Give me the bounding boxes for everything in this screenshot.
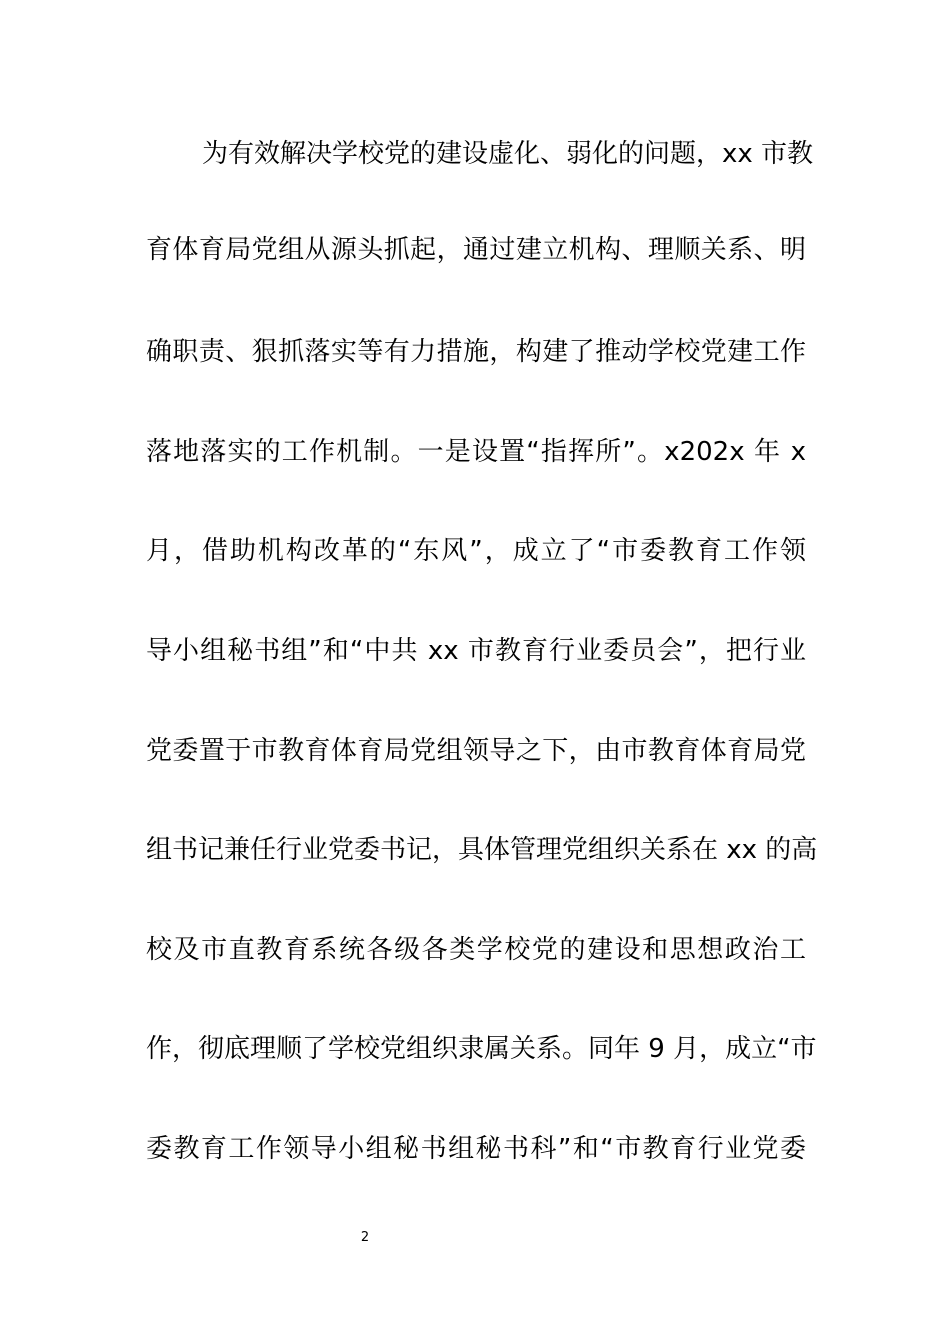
paragraph-line-10: 作，彻底理顺了学校党组织隶属关系。同年 9 月，成立“市: [146, 1034, 817, 1064]
paragraph-line-11: 委教育工作领导小组秘书组秘书科”和“市教育行业党委: [146, 1134, 806, 1164]
paragraph-line-9: 校及市直教育系统各级各类学校党的建设和思想政治工: [146, 935, 806, 965]
paragraph-line-4: 落地落实的工作机制。一是设置“指挥所”。x202x 年 x: [146, 437, 806, 467]
paragraph-line-6: 导小组秘书组”和“中共 xx 市教育行业委员会”，把行业: [146, 636, 806, 666]
paragraph-line-2: 育体育局党组从源头抓起，通过建立机构、理顺关系、明: [146, 235, 806, 265]
paragraph-line-3: 确职责、狠抓落实等有力措施，构建了推动学校党建工作: [146, 337, 806, 367]
paragraph-line-5: 月，借助机构改革的“东风”，成立了“市委教育工作领: [146, 536, 806, 566]
paragraph-line-8: 组书记兼任行业党委书记，具体管理党组织关系在 xx 的高: [146, 835, 818, 865]
page-number: 2: [360, 1230, 370, 1245]
paragraph-line-1: 为有效解决学校党的建设虚化、弱化的问题，xx 市教: [202, 139, 814, 169]
paragraph-line-7: 党委置于市教育体育局党组领导之下，由市教育体育局党: [146, 736, 806, 766]
